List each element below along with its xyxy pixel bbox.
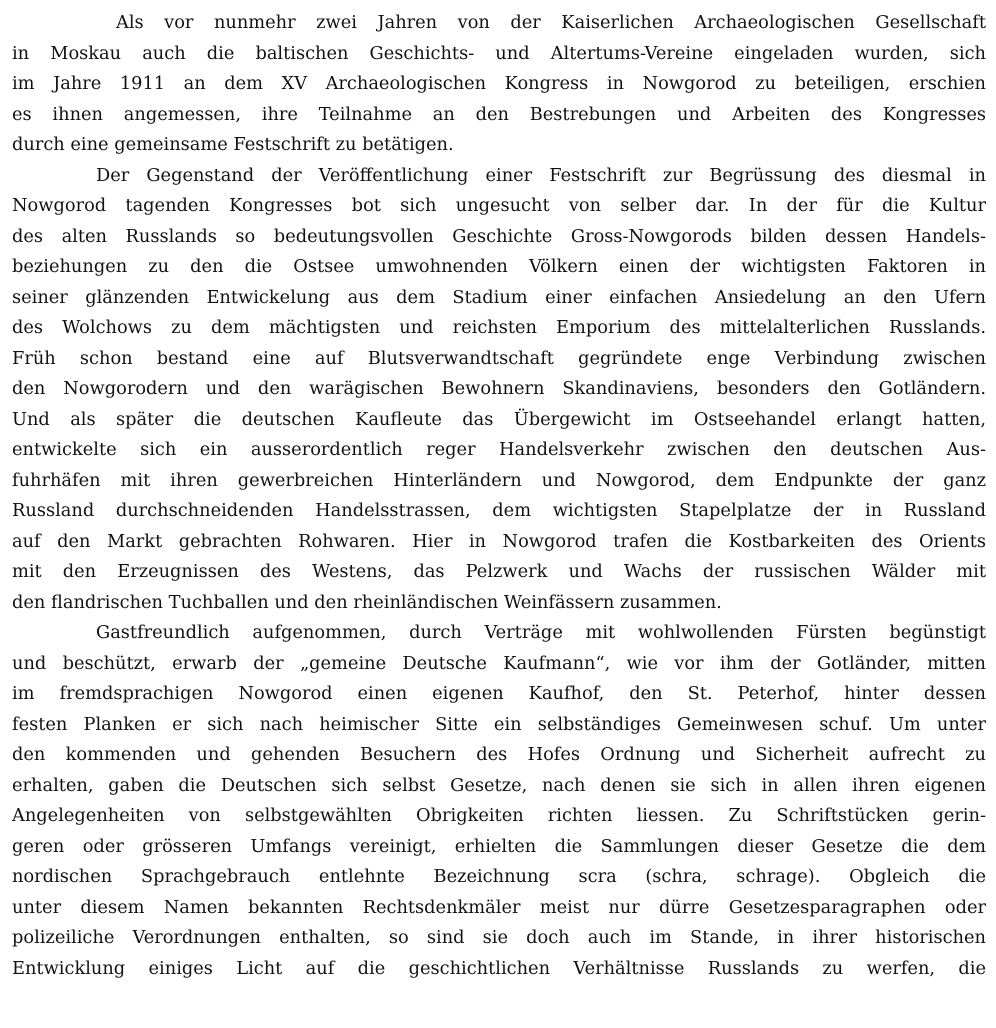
text-line: polizeiliche Verordnungen enthalten, so sind sie doch auch im Stande, in ihrer historischen [12, 927, 986, 948]
text-line: es ihnen angemessen, ihre Teilnahme an den Bestrebungen und Arbeiten des Kongresses [12, 103, 986, 125]
text-line: im fremdsprachigen Nowgorod einen eigenen Kaufhof, den St. Peterhof, hinter dessen [12, 683, 986, 704]
text-line: unter diesem Namen bekannten Rechtsdenkmäler meist nur dürre Gesetzesparagraphen oder [12, 896, 986, 918]
text-line: Als vor nunmehr zwei Jahren von der Kaiserlichen Archaeologischen Gesellschaft [116, 12, 986, 33]
text-line: mit den Erzeugnissen des Westens, das Pelzwerk und Wachs der russischen Wälder mit [12, 561, 986, 582]
text-line: in Moskau auch die baltischen Geschichts- und Altertums-Vereine eingeladen wurden, sich [12, 42, 986, 64]
text-line: Nowgorod tagenden Kongresses bot sich ungesucht von selber dar. In der für die Kultur [12, 195, 986, 216]
text-line: im Jahre 1911 an dem XV Archaeologischen Kongress in Nowgorod zu beteiligen, erschien [12, 73, 986, 94]
text-line: nordischen Sprachgebrauch entlehnte Bezeichnung scra (schra, schrage). Obgleich die [12, 866, 986, 887]
text-line: Russland durchschneidenden Handelsstrassen, dem wichtigsten Stapelplatze der in Russland [12, 500, 986, 521]
text-line: erhalten, gaben die Deutschen sich selbst Gesetze, nach denen sie sich in allen ihren eigenen [12, 774, 986, 796]
text-line: auf den Markt gebrachten Rohwaren. Hier in Nowgorod trafen die Kostbarkeiten des Orients [12, 530, 986, 552]
text-line: entwickelte sich ein ausserordentlich reger Handelsverkehr zwischen den deutschen Aus- [12, 439, 986, 460]
text-line: Entwicklung einiges Licht auf die geschichtlichen Verhältnisse Russlands zu werfen, die [12, 957, 986, 979]
text-line: des alten Russlands so bedeutungsvollen Geschichte Gross-Nowgorods bilden dessen Handels- [12, 225, 986, 247]
text-line: durch eine gemeinsame Festschrift zu betätigen. [12, 134, 454, 155]
paragraph-2 [12, 161, 986, 619]
text-line: geren oder grösseren Umfangs vereinigt, erhielten die Sammlungen dieser Gesetze die dem [12, 835, 986, 857]
paragraph-1 [12, 0, 986, 161]
text-line: Angelegenheiten von selbstgewählten Obrigkeiten richten liessen. Zu Schriftstücken gerin- [12, 805, 986, 826]
text-line: den kommenden und gehenden Besuchern des Hofes Ordnung und Sicherheit aufrecht zu [12, 744, 986, 765]
text-line: Früh schon bestand eine auf Blutsverwandtschaft gegründete enge Verbindung zwischen [12, 347, 986, 369]
text-line: festen Planken er sich nach heimischer Sitte ein selbständiges Gemeinwesen schuf. Um unter [12, 713, 986, 735]
text-line: den Nowgorodern und den warägischen Bewohnern Skandinaviens, besonders den Gotländern. [12, 378, 986, 399]
text-line: seiner glänzenden Entwickelung aus dem Stadium einer einfachen Ansiedelung an den Ufern [12, 286, 986, 308]
text-line: beziehungen zu den die Ostsee umwohnenden Völkern einen der wichtigsten Faktoren in [12, 256, 986, 277]
text-line: des Wolchows zu dem mächtigsten und reichsten Emporium des mittelalterlichen Russlands. [12, 317, 986, 338]
text-line: den flandrischen Tuchballen und den rheinländischen Weinfässern zusammen. [12, 591, 722, 613]
text-line: fuhrhäfen mit ihren gewerbreichen Hinterländern und Nowgorod, dem Endpunkte der ganz [12, 469, 986, 491]
text-line: Der Gegenstand der Veröffentlichung einer Festschrift zur Begrüssung des diesmal in [96, 164, 986, 186]
text-line: und beschützt, erwarb der „gemeine Deutsche Kaufmann“, wie vor ihm der Gotländer, mitten [12, 652, 986, 674]
paragraph-3 [12, 618, 986, 984]
text-line: Gastfreundlich aufgenommen, durch Verträge mit wohlwollenden Fürsten begünstigt [96, 622, 986, 643]
text-line: Und als später die deutschen Kaufleute das Übergewicht im Ostseehandel erlangt hatten, [12, 408, 986, 430]
